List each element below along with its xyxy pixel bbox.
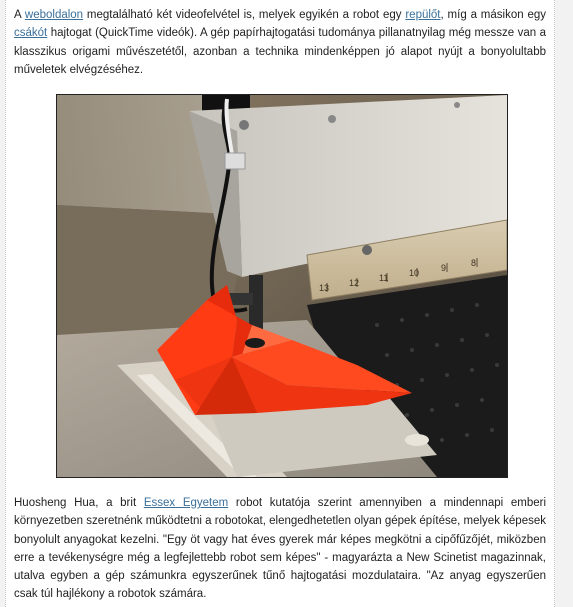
text-segment: robot kutatója szerint amennyiben a mindennapi emberi környezetben szeretnénk működtetni a robotokat, elengedhetetlen olyan gépek építése, melyek képesek bonyolult anyagokat kezelni. "Egy öt vagy hat éves gyerek már képes megkötni a cipőfűzőjét, miközben erre a tevékenységre még a legfejlettebb robot sem képes" - magyarázta a New Scinetist magazinnak, utalva egyben a gép számunkra egyszerűnek tűnő hajtogatási mozdulataira. "Az anyag egyszerűen csak túl hajlékony a robotok számára. [14, 497, 547, 601]
ruler-number: 9 [441, 263, 447, 273]
intro-paragraph [14, 6, 546, 79]
ruler-number: 8 [471, 258, 477, 268]
text-segment: Huosheng Hua, a brit [14, 497, 144, 509]
origami-robot-photo [56, 94, 508, 478]
article-page [5, 0, 555, 607]
website-link[interactable]: weboldalon [24, 9, 84, 21]
hat-video-link[interactable]: csákót [14, 27, 48, 40]
ruler-number: 11 [379, 273, 389, 283]
ruler-number: 10 [409, 268, 420, 278]
quote-paragraph [14, 494, 546, 604]
airplane-video-link[interactable]: repülőt [405, 9, 441, 21]
text-segment: hajtogat (QuickTime videók). A gép papírhajtogatási tudománya pillanatnyilag még messze van a klasszikus origami művészetétől, azonban a technika mindenképpen jó alapot nyújt a bonyolultabb műveletek elvégzéséhez. [14, 27, 546, 76]
text-segment: megtalálható két videofelvétel is, melyek egyikén a robot egy [83, 9, 406, 21]
essex-university-link[interactable]: Essex Egyetem [143, 497, 229, 509]
ruler-number: 13 [319, 283, 330, 293]
text-segment: , míg a másikon egy [440, 9, 547, 21]
ruler-number: 12 [349, 278, 360, 288]
text-segment: A [14, 9, 25, 21]
